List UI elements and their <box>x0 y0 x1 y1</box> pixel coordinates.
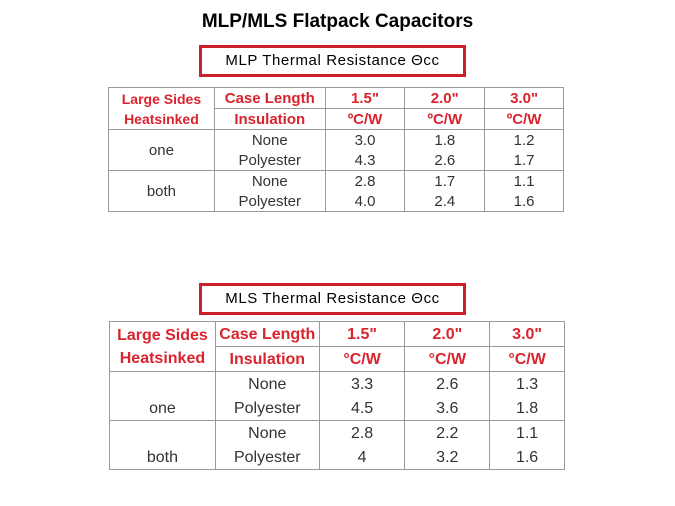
insulation-cell: None <box>214 130 325 151</box>
unit-header: ºC/W <box>485 109 564 130</box>
insulation-cell: Polyester <box>215 396 319 421</box>
value-cell: 1.1 <box>490 421 565 446</box>
insulation-header: Insulation <box>214 109 325 130</box>
table-row <box>109 130 564 151</box>
size-header: 3.0" <box>485 88 564 109</box>
value-cell: 3.6 <box>405 396 490 421</box>
case-length-header: Case Length <box>215 322 319 347</box>
value-cell: 1.8 <box>490 396 565 421</box>
value-cell: 3.2 <box>405 445 490 470</box>
value-cell: 4 <box>319 445 405 470</box>
large-sides-label: Large Sides <box>121 90 202 107</box>
value-cell: 3.0 <box>325 130 405 151</box>
table-row <box>110 372 565 397</box>
group-label: both <box>110 421 216 470</box>
value-cell: 2.6 <box>405 372 490 397</box>
large-sides-header <box>110 322 216 372</box>
unit-header: °C/W <box>319 347 405 372</box>
heatsinked-label: Heatsinked <box>124 110 199 127</box>
unit-header: °C/W <box>405 347 490 372</box>
unit-header: ºC/W <box>405 109 485 130</box>
value-cell: 1.8 <box>405 130 485 151</box>
heatsinked-label: Heatsinked <box>119 349 206 367</box>
group-label: one <box>109 130 215 171</box>
large-sides-header <box>109 88 215 130</box>
mlp-thermal-table <box>108 87 564 212</box>
table-row <box>110 421 565 446</box>
insulation-cell: None <box>215 421 319 446</box>
size-header: 3.0" <box>490 322 565 347</box>
unit-header: °C/W <box>490 347 565 372</box>
mlp-table-caption: MLP Thermal Resistance Θcc <box>199 45 466 77</box>
value-cell: 1.2 <box>485 130 564 151</box>
insulation-cell: None <box>214 171 325 192</box>
size-header: 2.0" <box>405 88 485 109</box>
value-cell: 4.3 <box>325 150 405 171</box>
insulation-cell: Polyester <box>214 150 325 171</box>
mls-thermal-table <box>109 321 565 470</box>
insulation-cell: None <box>215 372 319 397</box>
value-cell: 4.0 <box>325 191 405 212</box>
group-label: both <box>109 171 215 212</box>
table-row <box>109 171 564 192</box>
value-cell: 1.6 <box>485 191 564 212</box>
insulation-cell: Polyester <box>214 191 325 212</box>
group-label: one <box>110 372 216 421</box>
value-cell: 2.6 <box>405 150 485 171</box>
insulation-cell: Polyester <box>215 445 319 470</box>
value-cell: 1.6 <box>490 445 565 470</box>
case-length-header: Case Length <box>214 88 325 109</box>
size-header: 1.5" <box>319 322 405 347</box>
value-cell: 2.4 <box>405 191 485 212</box>
value-cell: 4.5 <box>319 396 405 421</box>
value-cell: 2.8 <box>325 171 405 192</box>
table-header-row <box>109 88 564 109</box>
mls-table-caption: MLS Thermal Resistance Θcc <box>199 283 466 315</box>
large-sides-label: Large Sides <box>117 326 208 344</box>
unit-header: ºC/W <box>325 109 405 130</box>
value-cell: 1.7 <box>485 150 564 171</box>
table-header-row <box>110 322 565 347</box>
value-cell: 1.3 <box>490 372 565 397</box>
size-header: 2.0" <box>405 322 490 347</box>
insulation-header: Insulation <box>215 347 319 372</box>
value-cell: 1.7 <box>405 171 485 192</box>
size-header: 1.5" <box>325 88 405 109</box>
value-cell: 3.3 <box>319 372 405 397</box>
page-title: MLP/MLS Flatpack Capacitors <box>201 11 474 32</box>
value-cell: 2.8 <box>319 421 405 446</box>
value-cell: 1.1 <box>485 171 564 192</box>
value-cell: 2.2 <box>405 421 490 446</box>
